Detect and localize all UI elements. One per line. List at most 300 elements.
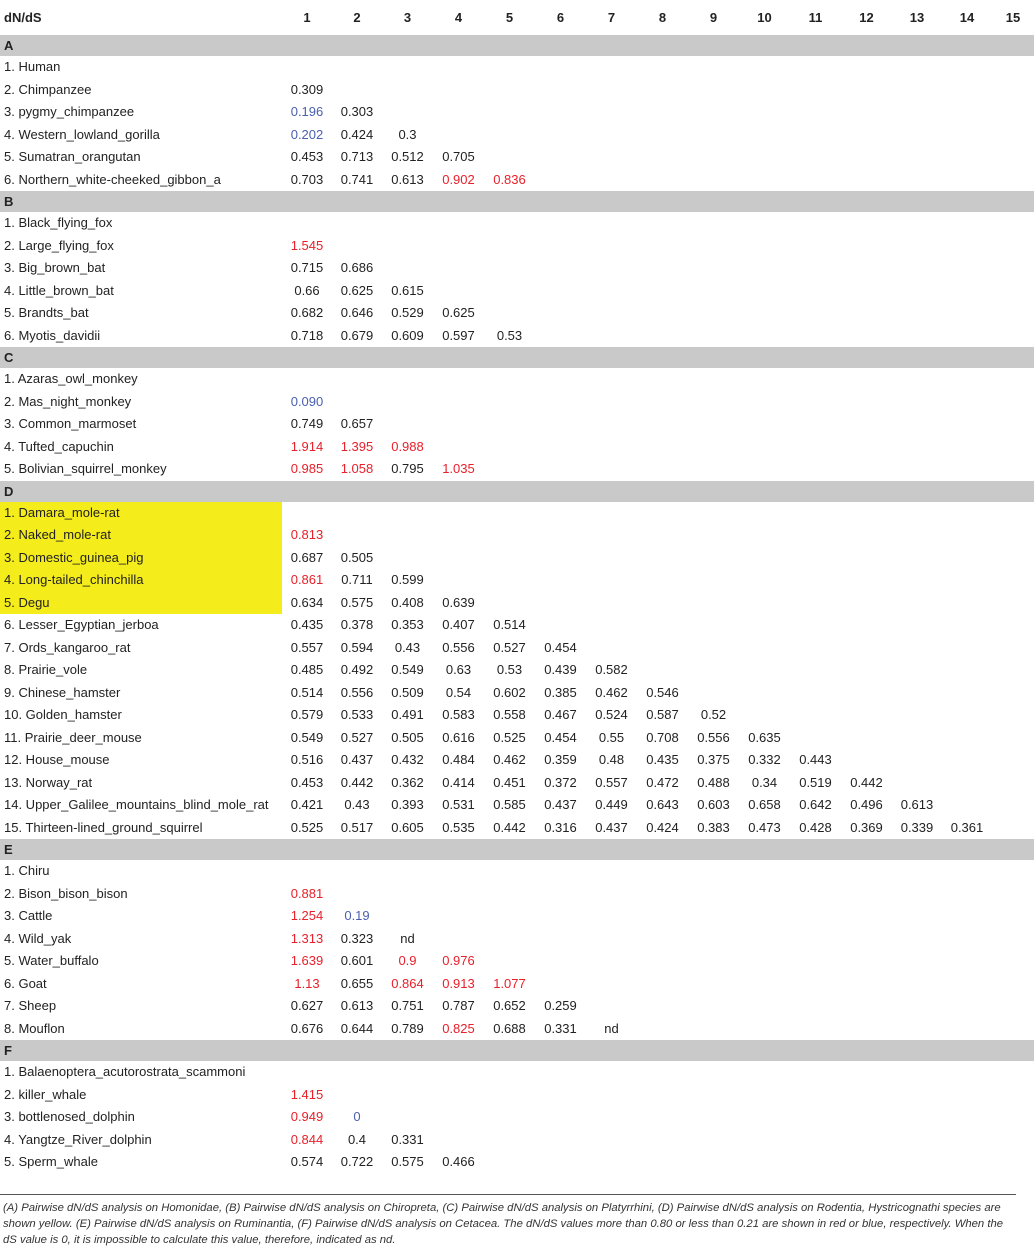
empty-cell bbox=[688, 257, 739, 280]
dnds-value: 0.988 bbox=[391, 438, 424, 454]
empty-cell bbox=[739, 973, 790, 996]
dnds-value: 0.19 bbox=[344, 908, 370, 923]
dnds-value: 0.703 bbox=[290, 171, 324, 187]
empty-cell bbox=[382, 883, 433, 906]
empty-cell bbox=[535, 436, 586, 459]
empty-cell bbox=[942, 928, 992, 951]
species-name: 4. Yangtze_River_dolphin bbox=[4, 1131, 152, 1147]
empty-cell bbox=[382, 1084, 433, 1107]
empty-cell bbox=[535, 212, 586, 235]
empty-cell bbox=[739, 682, 790, 705]
empty-cell bbox=[535, 146, 586, 169]
dnds-value: 0.741 bbox=[340, 171, 374, 187]
empty-cell bbox=[739, 569, 790, 592]
empty-cell bbox=[790, 659, 841, 682]
empty-cell bbox=[688, 614, 739, 637]
empty-cell bbox=[637, 502, 688, 525]
dnds-value: 0.378 bbox=[340, 617, 374, 632]
dnds-value: 0.514 bbox=[493, 617, 526, 632]
empty-cell bbox=[484, 592, 535, 615]
empty-cell bbox=[586, 436, 637, 459]
dnds-value: 0.361 bbox=[950, 819, 984, 835]
empty-cell bbox=[535, 124, 586, 147]
dnds-value: 0.861 bbox=[290, 572, 324, 587]
empty-cell bbox=[892, 1106, 942, 1129]
empty-cell bbox=[535, 79, 586, 102]
empty-cell bbox=[382, 413, 433, 436]
empty-cell bbox=[484, 212, 535, 235]
dnds-value: 0.625 bbox=[442, 305, 475, 320]
dnds-value: 0.603 bbox=[697, 797, 730, 812]
empty-cell bbox=[841, 458, 892, 481]
empty-cell bbox=[841, 413, 892, 436]
dnds-value: 0.451 bbox=[493, 774, 526, 790]
dnds-value: 0.48 bbox=[598, 752, 625, 767]
empty-cell bbox=[739, 1129, 790, 1152]
empty-cell bbox=[739, 1018, 790, 1041]
empty-cell bbox=[942, 502, 992, 525]
dnds-value: 0.949 bbox=[290, 1109, 324, 1124]
species-name: 1. Damara_mole-rat bbox=[0, 502, 282, 525]
empty-cell bbox=[739, 101, 790, 124]
section-header-row bbox=[0, 1040, 1034, 1061]
empty-cell bbox=[942, 101, 992, 124]
empty-cell bbox=[739, 302, 790, 325]
dnds-value: 0.708 bbox=[646, 729, 679, 745]
dnds-value: 0.682 bbox=[290, 305, 324, 320]
species-name: 2. killer_whale bbox=[4, 1086, 87, 1102]
empty-cell bbox=[892, 950, 942, 973]
empty-cell bbox=[992, 1151, 1034, 1174]
empty-cell bbox=[688, 659, 739, 682]
table-row bbox=[0, 436, 1034, 459]
table-row bbox=[0, 413, 1034, 436]
empty-cell bbox=[892, 682, 942, 705]
empty-cell bbox=[433, 905, 484, 928]
dnds-value: 0.516 bbox=[290, 752, 324, 767]
empty-cell bbox=[637, 212, 688, 235]
empty-cell bbox=[841, 1084, 892, 1107]
empty-cell bbox=[637, 928, 688, 951]
dnds-value: 0.751 bbox=[391, 998, 424, 1013]
dnds-value: 0.658 bbox=[748, 797, 781, 812]
dnds-value: 0.913 bbox=[442, 975, 475, 991]
section-header-row bbox=[0, 35, 1034, 56]
empty-cell bbox=[688, 973, 739, 996]
dnds-value: 0.605 bbox=[391, 819, 424, 835]
empty-cell bbox=[841, 569, 892, 592]
empty-cell bbox=[992, 1018, 1034, 1041]
table-row bbox=[0, 79, 1034, 102]
empty-cell bbox=[992, 56, 1034, 79]
column-header-10: 10 bbox=[757, 10, 772, 25]
column-header-3: 3 bbox=[403, 10, 412, 25]
empty-cell bbox=[282, 502, 332, 525]
empty-cell bbox=[535, 569, 586, 592]
empty-cell bbox=[382, 257, 433, 280]
empty-cell bbox=[942, 458, 992, 481]
dnds-value: 0.369 bbox=[850, 819, 883, 835]
dnds-value: 0.473 bbox=[748, 819, 781, 835]
empty-cell bbox=[841, 235, 892, 258]
table-row bbox=[0, 749, 1034, 772]
empty-cell bbox=[586, 502, 637, 525]
empty-cell bbox=[282, 56, 332, 79]
dnds-value: 0.789 bbox=[391, 1020, 424, 1036]
empty-cell bbox=[790, 413, 841, 436]
empty-cell bbox=[841, 1018, 892, 1041]
empty-cell bbox=[586, 146, 637, 169]
empty-cell bbox=[637, 1084, 688, 1107]
empty-cell bbox=[892, 368, 942, 391]
empty-cell bbox=[688, 436, 739, 459]
empty-cell bbox=[992, 569, 1034, 592]
empty-cell bbox=[535, 1084, 586, 1107]
empty-cell bbox=[942, 146, 992, 169]
dnds-value: 0.512 bbox=[391, 149, 424, 164]
empty-cell bbox=[790, 146, 841, 169]
table-row bbox=[0, 391, 1034, 414]
empty-cell bbox=[688, 1151, 739, 1174]
species-name: 6. Northern_white-cheeked_gibbon_a bbox=[4, 171, 221, 187]
empty-cell bbox=[790, 928, 841, 951]
species-name: 1. Chiru bbox=[4, 863, 50, 878]
empty-cell bbox=[282, 212, 332, 235]
empty-cell bbox=[942, 1061, 992, 1084]
empty-cell bbox=[790, 547, 841, 570]
empty-cell bbox=[586, 302, 637, 325]
empty-cell bbox=[586, 547, 637, 570]
empty-cell bbox=[586, 928, 637, 951]
empty-cell bbox=[790, 883, 841, 906]
empty-cell bbox=[790, 502, 841, 525]
species-name: 5. Brandts_bat bbox=[4, 305, 89, 320]
empty-cell bbox=[484, 1061, 535, 1084]
empty-cell bbox=[484, 235, 535, 258]
empty-cell bbox=[535, 1151, 586, 1174]
dnds-value: 0.549 bbox=[290, 729, 324, 745]
dnds-value: 0.466 bbox=[442, 1154, 475, 1169]
dnds-value: 0.491 bbox=[391, 707, 424, 722]
dnds-value: 0.587 bbox=[646, 707, 679, 722]
empty-cell bbox=[739, 458, 790, 481]
column-header-4: 4 bbox=[454, 10, 463, 25]
dnds-value: 1.639 bbox=[290, 953, 324, 968]
dnds-value: 0.331 bbox=[544, 1020, 577, 1036]
dnds-value: 0.435 bbox=[646, 752, 679, 767]
empty-cell bbox=[484, 413, 535, 436]
empty-cell bbox=[992, 257, 1034, 280]
empty-cell bbox=[992, 659, 1034, 682]
dnds-value: 0.531 bbox=[442, 797, 475, 812]
empty-cell bbox=[992, 973, 1034, 996]
species-name: 15. Thirteen-lined_ground_squirrel bbox=[4, 819, 203, 835]
empty-cell bbox=[382, 56, 433, 79]
empty-cell bbox=[688, 56, 739, 79]
empty-cell bbox=[942, 749, 992, 772]
empty-cell bbox=[892, 1129, 942, 1152]
dnds-value: 0.864 bbox=[391, 975, 424, 991]
species-name: 4. Western_lowland_gorilla bbox=[4, 126, 160, 142]
table-row bbox=[0, 280, 1034, 303]
empty-cell bbox=[892, 905, 942, 928]
empty-cell bbox=[484, 928, 535, 951]
empty-cell bbox=[382, 524, 433, 547]
empty-cell bbox=[992, 325, 1034, 348]
table-body bbox=[0, 35, 1034, 1174]
dnds-value: 0.749 bbox=[290, 416, 324, 431]
empty-cell bbox=[586, 368, 637, 391]
empty-cell bbox=[841, 1106, 892, 1129]
empty-cell bbox=[992, 1106, 1034, 1129]
column-header-9: 9 bbox=[709, 10, 718, 25]
dnds-value: 0.601 bbox=[340, 953, 374, 968]
empty-cell bbox=[586, 235, 637, 258]
empty-cell bbox=[942, 1151, 992, 1174]
empty-cell bbox=[433, 928, 484, 951]
empty-cell bbox=[535, 302, 586, 325]
dnds-value: 0.524 bbox=[595, 707, 628, 722]
empty-cell bbox=[535, 325, 586, 348]
empty-cell bbox=[992, 101, 1034, 124]
empty-cell bbox=[637, 169, 688, 192]
empty-cell bbox=[688, 995, 739, 1018]
empty-cell bbox=[790, 1151, 841, 1174]
dnds-value: 0.616 bbox=[442, 729, 475, 745]
empty-cell bbox=[992, 79, 1034, 102]
empty-cell bbox=[535, 1129, 586, 1152]
empty-cell bbox=[484, 368, 535, 391]
empty-cell bbox=[790, 524, 841, 547]
empty-cell bbox=[688, 547, 739, 570]
empty-cell bbox=[892, 1084, 942, 1107]
empty-cell bbox=[892, 436, 942, 459]
empty-cell bbox=[484, 436, 535, 459]
empty-cell bbox=[637, 302, 688, 325]
empty-cell bbox=[688, 235, 739, 258]
empty-cell bbox=[484, 1106, 535, 1129]
empty-cell bbox=[688, 124, 739, 147]
empty-cell bbox=[484, 1084, 535, 1107]
empty-cell bbox=[992, 794, 1034, 817]
empty-cell bbox=[637, 905, 688, 928]
empty-cell bbox=[892, 772, 942, 795]
species-name: 5. Bolivian_squirrel_monkey bbox=[4, 461, 167, 476]
empty-cell bbox=[688, 212, 739, 235]
empty-cell bbox=[892, 169, 942, 192]
empty-cell bbox=[841, 860, 892, 883]
dnds-value: 0.505 bbox=[340, 549, 374, 565]
dnds-value: 0.643 bbox=[646, 797, 679, 812]
empty-cell bbox=[841, 325, 892, 348]
empty-cell bbox=[637, 569, 688, 592]
table-row bbox=[0, 524, 1034, 547]
species-name: 3. Domestic_guinea_pig bbox=[0, 547, 282, 570]
empty-cell bbox=[992, 682, 1034, 705]
empty-cell bbox=[382, 391, 433, 414]
empty-cell bbox=[942, 235, 992, 258]
dnds-value: 0.472 bbox=[646, 774, 679, 790]
table-row bbox=[0, 995, 1034, 1018]
empty-cell bbox=[942, 368, 992, 391]
empty-cell bbox=[637, 101, 688, 124]
empty-cell bbox=[586, 212, 637, 235]
table-footnote: (A) Pairwise dN/dS analysis on Homonidae, (B) Pairwise dN/dS analysis on Chiropreta, (C) Pairwise dN/dS analysis on Platyrrhini, (D) Pairwise dN/dS analysis on Rodentia, Hystricognathi species are shown yellow. (E) Pairwise dN/dS analysis on Ruminantia, (F) Pairwise dN/dS analysis on Cetacea. The dN/dS values more than 0.80 or less than 0.21 are shown in red or blue, respectively. When the dS value is 0, it is impossible to calculate this value, therefore, indicated as nd. bbox=[3, 1202, 1004, 1246]
dnds-value: 0.414 bbox=[442, 774, 475, 790]
empty-cell bbox=[992, 212, 1034, 235]
dnds-value: 0.688 bbox=[493, 1020, 526, 1036]
empty-cell bbox=[586, 950, 637, 973]
empty-cell bbox=[992, 1129, 1034, 1152]
dnds-value: 0.505 bbox=[391, 729, 424, 745]
empty-cell bbox=[332, 524, 382, 547]
species-name: 3. bottlenosed_dolphin bbox=[4, 1109, 135, 1124]
empty-cell bbox=[892, 79, 942, 102]
dnds-value: 0.488 bbox=[697, 774, 730, 790]
dnds-value: 1.077 bbox=[493, 975, 526, 991]
empty-cell bbox=[992, 502, 1034, 525]
empty-cell bbox=[790, 727, 841, 750]
dnds-value: 0.687 bbox=[290, 549, 324, 565]
empty-cell bbox=[484, 1151, 535, 1174]
empty-cell bbox=[484, 547, 535, 570]
dnds-value: 0.705 bbox=[442, 149, 475, 164]
empty-cell bbox=[688, 169, 739, 192]
empty-cell bbox=[535, 614, 586, 637]
empty-cell bbox=[841, 659, 892, 682]
table-row bbox=[0, 257, 1034, 280]
empty-cell bbox=[688, 1106, 739, 1129]
empty-cell bbox=[535, 547, 586, 570]
dnds-value: 0.711 bbox=[341, 572, 373, 587]
dnds-value: 0.43 bbox=[344, 797, 370, 812]
empty-cell bbox=[586, 79, 637, 102]
empty-cell bbox=[942, 391, 992, 414]
empty-cell bbox=[992, 146, 1034, 169]
empty-cell bbox=[535, 280, 586, 303]
dnds-value: 0.259 bbox=[544, 998, 577, 1013]
column-header-6: 6 bbox=[556, 10, 565, 25]
section-header-row bbox=[0, 481, 1034, 502]
empty-cell bbox=[739, 1106, 790, 1129]
empty-cell bbox=[892, 637, 942, 660]
empty-cell bbox=[739, 124, 790, 147]
empty-cell bbox=[637, 436, 688, 459]
empty-cell bbox=[790, 101, 841, 124]
empty-cell bbox=[790, 124, 841, 147]
empty-cell bbox=[739, 79, 790, 102]
empty-cell bbox=[535, 973, 586, 996]
empty-cell bbox=[892, 928, 942, 951]
empty-cell bbox=[841, 928, 892, 951]
dnds-value: 0.453 bbox=[290, 149, 324, 164]
table-row bbox=[0, 905, 1034, 928]
dnds-value: 0.787 bbox=[442, 998, 475, 1013]
dnds-value: 0.602 bbox=[493, 684, 526, 700]
empty-cell bbox=[992, 302, 1034, 325]
empty-cell bbox=[739, 905, 790, 928]
empty-cell bbox=[892, 280, 942, 303]
dnds-value: 0.54 bbox=[445, 684, 472, 700]
empty-cell bbox=[586, 973, 637, 996]
empty-cell bbox=[841, 101, 892, 124]
empty-cell bbox=[739, 146, 790, 169]
dnds-value: 0.424 bbox=[340, 126, 374, 142]
empty-cell bbox=[992, 280, 1034, 303]
column-header-2: 2 bbox=[353, 10, 361, 25]
species-name: 2. Chimpanzee bbox=[4, 81, 92, 97]
dnds-value: 1.545 bbox=[290, 237, 324, 253]
empty-cell bbox=[892, 569, 942, 592]
empty-cell bbox=[892, 592, 942, 615]
dnds-value: 0.196 bbox=[290, 104, 324, 119]
table-row bbox=[0, 973, 1034, 996]
dnds-value: 0.657 bbox=[340, 416, 374, 431]
empty-cell bbox=[790, 569, 841, 592]
empty-cell bbox=[739, 928, 790, 951]
empty-cell bbox=[841, 502, 892, 525]
dnds-value: 0.484 bbox=[442, 752, 475, 767]
empty-cell bbox=[484, 79, 535, 102]
dnds-value: 0.442 bbox=[340, 774, 374, 790]
empty-cell bbox=[535, 368, 586, 391]
dnds-value: 0.646 bbox=[340, 305, 374, 320]
dnds-value: 0.525 bbox=[493, 729, 526, 745]
empty-cell bbox=[841, 302, 892, 325]
empty-cell bbox=[586, 524, 637, 547]
empty-cell bbox=[535, 257, 586, 280]
empty-cell bbox=[535, 101, 586, 124]
empty-cell bbox=[382, 547, 433, 570]
empty-cell bbox=[433, 235, 484, 258]
empty-cell bbox=[484, 391, 535, 414]
empty-cell bbox=[841, 124, 892, 147]
dnds-value: 0.533 bbox=[340, 707, 374, 722]
empty-cell bbox=[892, 1018, 942, 1041]
dnds-value: 0.575 bbox=[340, 594, 374, 610]
dnds-value: 0.813 bbox=[290, 527, 324, 542]
empty-cell bbox=[942, 794, 992, 817]
empty-cell bbox=[382, 368, 433, 391]
empty-cell bbox=[688, 1129, 739, 1152]
section-label: E bbox=[0, 839, 1034, 860]
dnds-value: 0.825 bbox=[442, 1020, 475, 1036]
dnds-value: 0.795 bbox=[391, 461, 424, 476]
empty-cell bbox=[688, 391, 739, 414]
empty-cell bbox=[688, 79, 739, 102]
empty-cell bbox=[942, 257, 992, 280]
empty-cell bbox=[688, 1061, 739, 1084]
dnds-value: 0.339 bbox=[900, 819, 934, 835]
empty-cell bbox=[942, 547, 992, 570]
empty-cell bbox=[942, 772, 992, 795]
empty-cell bbox=[841, 1151, 892, 1174]
empty-cell bbox=[790, 1084, 841, 1107]
species-name: 3. Common_marmoset bbox=[4, 416, 137, 431]
dnds-value: 0.496 bbox=[850, 797, 883, 812]
empty-cell bbox=[484, 56, 535, 79]
empty-cell bbox=[892, 704, 942, 727]
empty-cell bbox=[688, 368, 739, 391]
column-header-7: 7 bbox=[607, 10, 616, 25]
species-name: 9. Chinese_hamster bbox=[4, 684, 121, 700]
empty-cell bbox=[841, 704, 892, 727]
empty-cell bbox=[535, 950, 586, 973]
empty-cell bbox=[739, 502, 790, 525]
empty-cell bbox=[332, 860, 382, 883]
empty-cell bbox=[790, 614, 841, 637]
empty-cell bbox=[637, 995, 688, 1018]
